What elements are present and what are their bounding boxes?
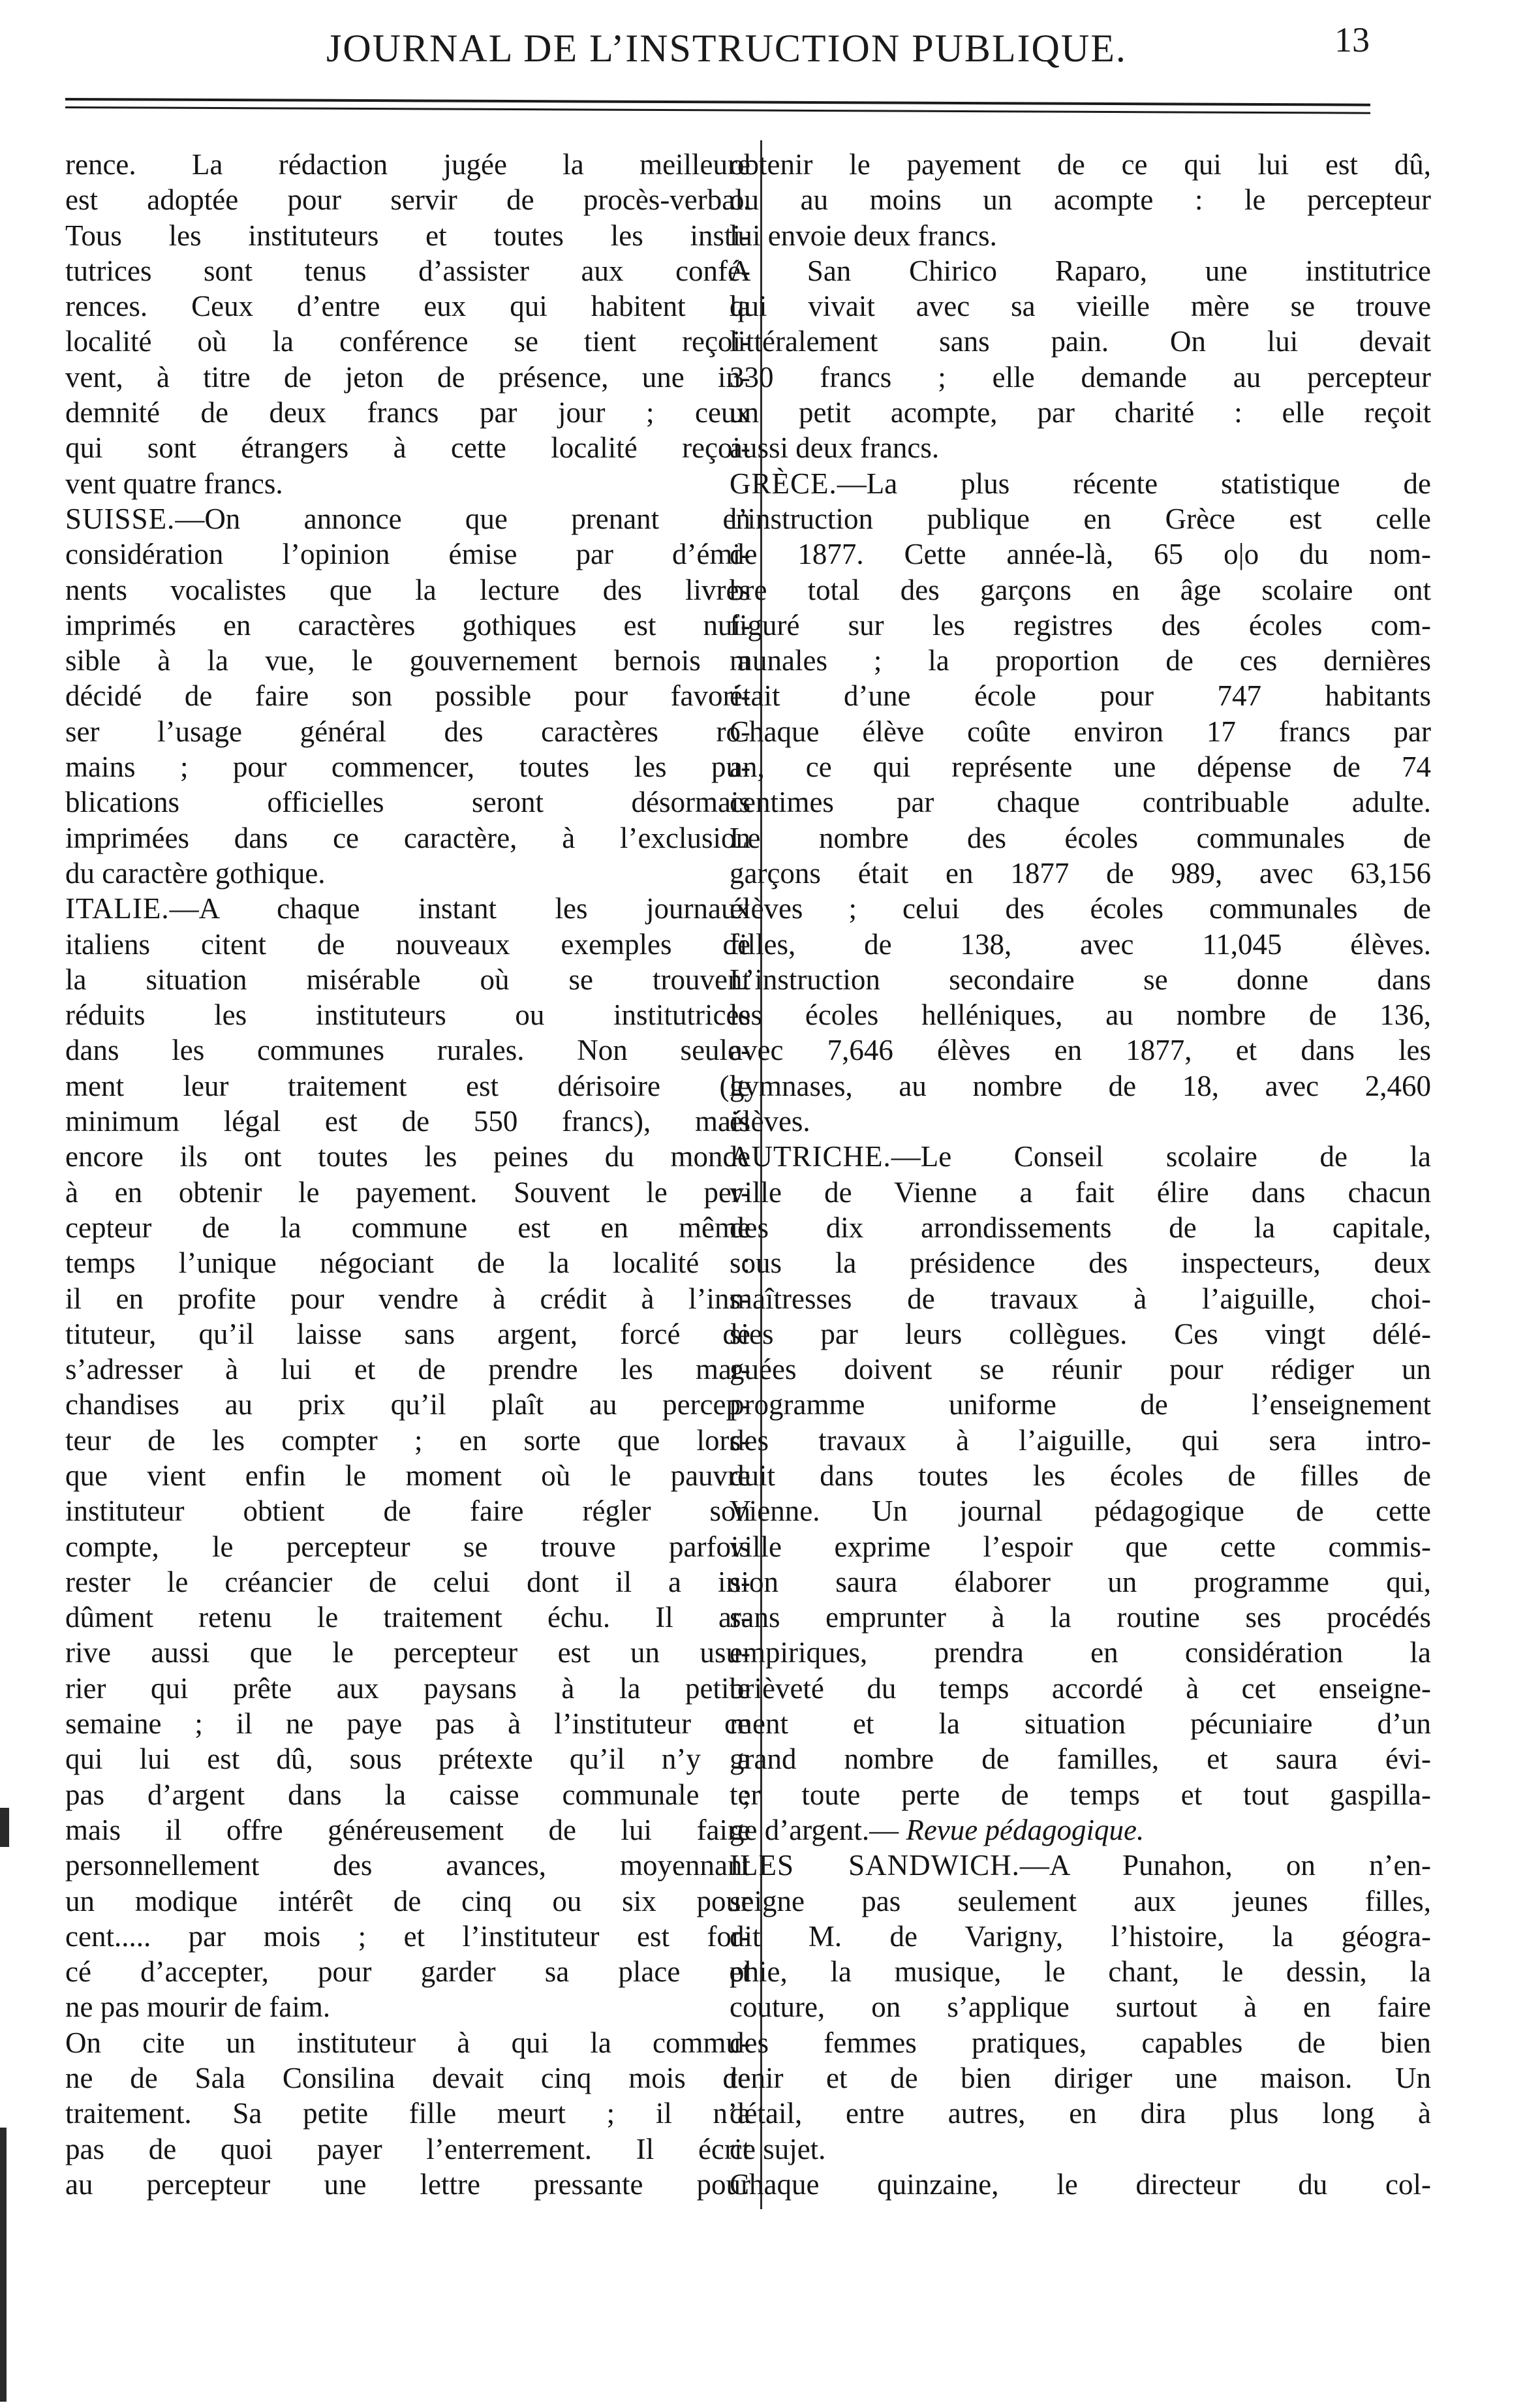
text-line: ou au moins un acompte : le percepteur xyxy=(730,183,1431,217)
text-line: munales ; la proportion de ces dernières xyxy=(730,644,1431,677)
text-line: temps l’unique négociant de la localité : xyxy=(65,1247,750,1280)
text-line: semaine ; il ne paye pas à l’instituteur ce xyxy=(65,1707,750,1741)
text-line: ITALIE.—A chaque instant les journaux xyxy=(65,892,750,925)
text-line: rence. La rédaction jugée la meilleure xyxy=(65,148,750,181)
source-citation: Revue pédagogique. xyxy=(906,1813,1145,1846)
text-line: pas d’argent dans la caisse communale ; xyxy=(65,1778,750,1811)
text-line: GRÈCE.—La plus récente statistique de xyxy=(730,467,1431,500)
text-line: mains ; pour commencer, toutes les pu- xyxy=(65,751,750,784)
text-line: L’instruction secondaire se donne dans xyxy=(730,963,1431,996)
text-line: tutrices sont tenus d’assister aux confé- xyxy=(65,254,750,287)
text-line: tituteur, qu’il laisse sans argent, forcé de xyxy=(65,1317,750,1350)
text-line: brièveté du temps accordé à cet enseigne- xyxy=(730,1671,1431,1705)
page-number: 13 xyxy=(1334,20,1370,59)
text-line: filles, de 138, avec 11,045 élèves. xyxy=(730,927,1431,961)
text-line: ment leur traitement est dérisoire (le xyxy=(65,1069,750,1102)
right-column xyxy=(730,147,1431,2202)
text-line: Le nombre des écoles communales de xyxy=(730,821,1431,854)
text-line: ge d’argent.— Revue pédagogique. xyxy=(730,1813,1145,1846)
text-line: Vienne. Un journal pédagogique de cette xyxy=(730,1495,1431,1528)
section-heading: ITALIE. xyxy=(65,892,170,925)
text-line: l’instruction publique en Grèce est celle xyxy=(730,502,1431,535)
text-line: à en obtenir le payement. Souvent le per- xyxy=(65,1175,750,1209)
text-line: ville de Vienne a fait élire dans chacun xyxy=(730,1175,1431,1209)
text-line: ment et la situation pécuniaire d’un xyxy=(730,1707,1431,1741)
text-line: Chaque élève coûte environ 17 francs par xyxy=(730,715,1431,748)
text-line: qui sont étrangers à cette localité reçoi- xyxy=(65,431,750,465)
text-line: duit dans toutes les écoles de filles de xyxy=(730,1459,1431,1492)
text-line: lui envoie deux francs. xyxy=(730,219,997,252)
text-line: imprimées dans ce caractère, à l’exclusion xyxy=(65,821,750,854)
text-line: ILES SANDWICH.—A Punahon, on n’en- xyxy=(730,1849,1431,1882)
text-line: est adoptée pour servir de procès-verbal. xyxy=(65,183,750,217)
text-line: sion saura élaborer un programme qui, xyxy=(730,1565,1431,1598)
text-line: un modique intérêt de cinq ou six pour xyxy=(65,1884,750,1917)
text-line: dûment retenu le traitement échu. Il ar- xyxy=(65,1601,750,1634)
text-line: réduits les instituteurs ou institutrices xyxy=(65,999,750,1032)
text-line: dans les communes rurales. Non seule- xyxy=(65,1034,750,1067)
text-line: sible à la vue, le gouvernement bernois a xyxy=(65,644,750,677)
text-line: du caractère gothique. xyxy=(65,856,326,890)
text-line: cent..... par mois ; et l’instituteur est for- xyxy=(65,1919,750,1953)
text-line: aussi deux francs. xyxy=(730,431,940,465)
text-line: couture, on s’applique surtout à en faire xyxy=(730,1991,1431,2024)
text-line: élèves. xyxy=(730,1105,810,1138)
text-line: italiens citent de nouveaux exemples de xyxy=(65,927,750,961)
running-title: JOURNAL DE L’INSTRUCTION PUBLIQUE. xyxy=(326,27,1127,70)
text-line: compte, le percepteur se trouve parfois xyxy=(65,1530,750,1563)
text-line: maîtresses de travaux à l’aiguille, choi- xyxy=(730,1282,1431,1315)
text-line: obtenir le payement de ce qui lui est dû, xyxy=(730,148,1431,181)
text-line: Chaque quinzaine, le directeur du col- xyxy=(730,2167,1431,2201)
text-line: la situation misérable où se trouvent xyxy=(65,963,750,996)
text-line: les écoles helléniques, au nombre de 136, xyxy=(730,999,1431,1032)
text-line: programme uniforme de l’enseignement xyxy=(730,1388,1431,1421)
margin-mark xyxy=(0,2128,7,2402)
text-line: 330 francs ; elle demande au percepteur xyxy=(730,360,1431,394)
text-line: empiriques, prendra en considération la xyxy=(730,1636,1431,1669)
text-line: Tous les instituteurs et toutes les insti- xyxy=(65,219,750,252)
text-line: détail, entre autres, en dira plus long à xyxy=(730,2097,1431,2130)
text-line: vent, à titre de jeton de présence, une in- xyxy=(65,360,750,394)
text-line: était d’une école pour 747 habitants xyxy=(730,679,1431,713)
text-line: au percepteur une lettre pressante pour xyxy=(65,2167,750,2201)
text-line: On cite un instituteur à qui la commu- xyxy=(65,2026,750,2059)
text-line: imprimés en caractères gothiques est nui- xyxy=(65,608,750,642)
text-line: sous la présidence des inspecteurs, deux xyxy=(730,1247,1431,1280)
section-heading: ILES SANDWICH. xyxy=(730,1849,1020,1882)
text-line: rive aussi que le percepteur est un usu- xyxy=(65,1636,750,1669)
text-line: instituteur obtient de faire régler son xyxy=(65,1495,750,1528)
text-line: décidé de faire son possible pour favori- xyxy=(65,679,750,713)
text-line: des femmes pratiques, capables de bien xyxy=(730,2026,1431,2059)
text-line: encore ils ont toutes les peines du monde xyxy=(65,1140,750,1173)
text-line: SUISSE.—On annonce que prenant en xyxy=(65,502,750,535)
text-line: personnellement des avances, moyennant xyxy=(65,1849,750,1882)
text-line: des travaux à l’aiguille, qui sera intro- xyxy=(730,1423,1431,1457)
text-line: nents vocalistes que la lecture des livres xyxy=(65,573,750,606)
text-line: ne pas mourir de faim. xyxy=(65,1991,331,2024)
text-line: ville exprime l’espoir que cette commis- xyxy=(730,1530,1431,1563)
text-line: ne de Sala Consilina devait cinq mois de xyxy=(65,2062,750,2095)
text-line: rences. Ceux d’entre eux qui habitent la xyxy=(65,290,750,323)
text-line: seigne pas seulement aux jeunes filles, xyxy=(730,1884,1431,1917)
text-line: blications officielles seront désormais xyxy=(65,786,750,819)
text-line: rester le créancier de celui dont il a in- xyxy=(65,1565,750,1598)
text-line: avec 7,646 élèves en 1877, et dans les xyxy=(730,1034,1431,1067)
text-line: ter toute perte de temps et tout gaspilla- xyxy=(730,1778,1431,1811)
text-line: il en profite pour vendre à crédit à l’ins- xyxy=(65,1282,750,1315)
text-line: dit M. de Varigny, l’histoire, la géogra- xyxy=(730,1919,1431,1953)
text-line: un petit acompte, par charité : elle reçoit xyxy=(730,396,1431,429)
text-line: des dix arrondissements de la capitale, xyxy=(730,1211,1431,1244)
text-line: qui vivait avec sa vieille mère se trouve xyxy=(730,290,1431,323)
text-line: teur de les compter ; en sorte que lors- xyxy=(65,1423,750,1457)
text-line: guées doivent se réunir pour rédiger un xyxy=(730,1353,1431,1386)
text-line: ce sujet. xyxy=(730,2132,826,2165)
text-line: sies par leurs collègues. Ces vingt délé- xyxy=(730,1317,1431,1350)
text-line: s’adresser à lui et de prendre les mar- xyxy=(65,1353,750,1386)
margin-mark xyxy=(0,1808,9,1847)
text-line: grand nombre de familles, et saura évi- xyxy=(730,1743,1431,1776)
text-line: minimum légal est de 550 francs), mais xyxy=(65,1105,750,1138)
text-line: chandises au prix qu’il plaît au percep- xyxy=(65,1388,750,1421)
text-line: an, ce qui représente une dépense de 74 xyxy=(730,751,1431,784)
text-line: considération l’opinion émise par d’émi- xyxy=(65,538,750,571)
section-heading: AUTRICHE. xyxy=(730,1140,891,1173)
header-rule xyxy=(65,98,1370,106)
text-line: bre total des garçons en âge scolaire ont xyxy=(730,573,1431,606)
left-column xyxy=(65,147,750,2202)
section-heading: SUISSE. xyxy=(65,502,176,535)
text-line: A San Chirico Raparo, une institutrice xyxy=(730,254,1431,287)
text-line: centimes par chaque contribuable adulte. xyxy=(730,786,1431,819)
text-line: traitement. Sa petite fille meurt ; il n’a xyxy=(65,2097,750,2130)
text-line: vent quatre francs. xyxy=(65,467,283,500)
text-line: de 1877. Cette année-là, 65 o|o du nom- xyxy=(730,538,1431,571)
text-line: figuré sur les registres des écoles com- xyxy=(730,608,1431,642)
text-line: gymnases, au nombre de 18, avec 2,460 xyxy=(730,1069,1431,1102)
text-line: localité où la conférence se tient reçoi- xyxy=(65,325,750,358)
text-line: qui lui est dû, sous prétexte qu’il n’y a xyxy=(65,1743,750,1776)
section-heading: GRÈCE. xyxy=(730,467,837,500)
text-line: demnité de deux francs par jour ; ceux xyxy=(65,396,750,429)
text-line: que vient enfin le moment où le pauvre xyxy=(65,1459,750,1492)
text-line: cé d’accepter, pour garder sa place et xyxy=(65,1955,750,1989)
header-rule-thin xyxy=(65,106,1370,114)
text-line: mais il offre généreusement de lui faire xyxy=(65,1813,750,1846)
text-line: ser l’usage général des caractères ro- xyxy=(65,715,750,748)
text-line: tenir et de bien diriger une maison. Un xyxy=(730,2062,1431,2095)
text-line: cepteur de la commune est en même xyxy=(65,1211,750,1244)
text-line: sans emprunter à la routine ses procédés xyxy=(730,1601,1431,1634)
text-line: pas de quoi payer l’enterrement. Il écrit xyxy=(65,2132,750,2165)
text-line: phie, la musique, le chant, le dessin, la xyxy=(730,1955,1431,1989)
text-line: élèves ; celui des écoles communales de xyxy=(730,892,1431,925)
text-line: littéralement sans pain. On lui devait xyxy=(730,325,1431,358)
text-line: garçons était en 1877 de 989, avec 63,156 xyxy=(730,856,1431,890)
text-line: AUTRICHE.—Le Conseil scolaire de la xyxy=(730,1140,1431,1173)
text-line: rier qui prête aux paysans à la petite xyxy=(65,1671,750,1705)
